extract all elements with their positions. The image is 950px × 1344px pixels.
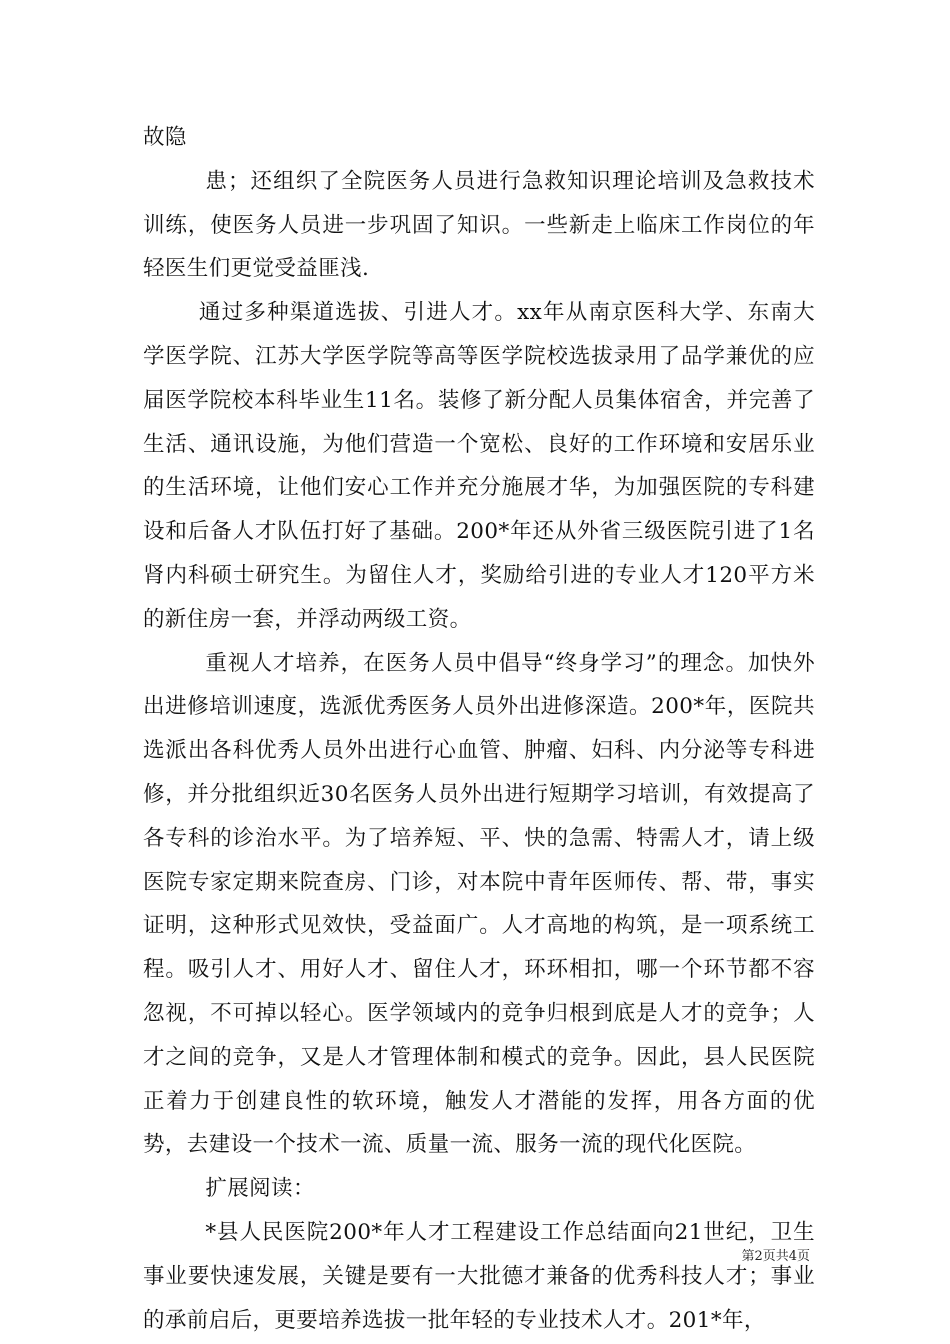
document-body	[143, 116, 815, 1342]
paragraph-fragment-heading: 故隐	[143, 125, 187, 150]
paragraph-extended-reading-label: 扩展阅读：	[205, 1176, 315, 1202]
paragraph-talent-recruitment: 通过多种渠道选拔、引进人才。xx年从南京医科大学、东南大学医学院、江苏大学医学院等高等医学院校选拔录用了品学兼优的应届医学院校本科毕业生11名。装修了新分配人员集体宿舍，并完善了生活、通讯设施，为他们营造一个宽松、良好的工作环境和安居乐业的生活环境，让他们安心工作并充分施展才华，为加强医院的专科建设和后备人才队伍打好了基础。200*年还从外省三级医院引进了1名肾内科硕士研究生。为留住人才，奖励给引进的专业人才120平方米的新住房一套，并浮动两级工资。	[143, 300, 815, 632]
paragraph-talent-training: 重视人才培养，在医务人员中倡导“终身学习”的理念。加快外出进修培训速度，选派优秀医务人员外出进修深造。200*年，医院共选派出各科优秀人员外出进行心血管、肿瘤、妇科、内分泌等专科进修，并分批组织近30名医务人员外出进行短期学习培训，有效提高了各专科的诊治水平。为了培养短、平、快的急需、特需人才，请上级医院专家定期来院查房、门诊，对本院中青年医师传、帮、带，事实证明，这种形式见效快，受益面广。人才高地的构筑，是一项系统工程。吸引人才、用好人才、留住人才，环环相扣，哪一个环节都不容忽视，不可掉以轻心。医学领域内的竞争归根到底是人才的竞争；人才之间的竞争，又是人才管理体制和模式的竞争。因此，县人民医院正着力于创建良性的软环境，触发人才潜能的发挥，用各方面的优势，去建设一个技术一流、质量一流、服务一流的现代化医院。	[143, 650, 815, 1158]
paragraph-emergency-training: 患；还组织了全院医务人员进行急救知识理论培训及急救技术训练，使医务人员进一步巩固了知识。一些新走上临床工作岗位的年轻医生们更觉受益匪浅.	[143, 168, 815, 282]
page-number-footer: 第2页共4页	[741, 1249, 810, 1264]
paragraph-extended-reading-content: *县人民医院200*年人才工程建设工作总结面向21世纪，卫生事业要快速发展，关键是要有一大批德才兼备的优秀科技人才；事业的承前启后，更要培养选拔一批年轻的专业技术人才。201*年，	[143, 1219, 815, 1333]
